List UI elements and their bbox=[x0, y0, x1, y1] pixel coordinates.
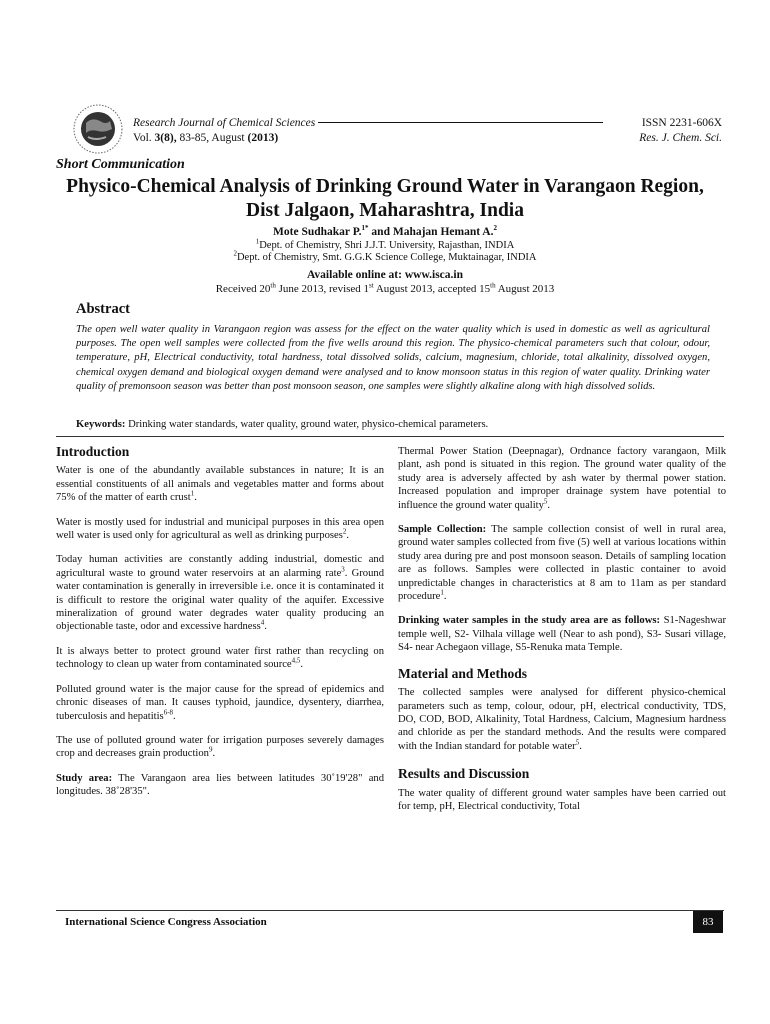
footer-org: International Science Congress Association bbox=[65, 916, 267, 928]
results-heading: Results and Discussion bbox=[398, 766, 530, 782]
paragraph: The collected samples were analysed for different physico-chemical parameters such as temp, colour, odour, pH, electrical conductivity, TDS, DO, COD, BOD, Alkalinity, Total Hardness, Calcium, Magnesium hardness and chloride as per the standard methods. And the results were compared with the Indian standard for potable water$^5$. bbox=[398, 687, 726, 752]
available-online: Available online at: www.isca.in bbox=[306, 269, 463, 281]
journal-id bbox=[639, 116, 722, 146]
paragraph: The water quality of different ground water samples have been carried out for temp, pH, Electrical conductivity, Total bbox=[398, 787, 726, 812]
paragraph: The use of polluted ground water for irrigation purposes severely damages crop and decreases grain production$^9$. bbox=[56, 734, 384, 760]
affiliation-1: $^1$Dept. of Chemistry, Shri J.J.T. University, Rajasthan, INDIA bbox=[255, 237, 515, 251]
right-column bbox=[398, 445, 726, 813]
volume-line: Vol. 3(8), 83-85, August (2013) bbox=[133, 132, 279, 144]
paragraph: Today human activities are constantly adding industrial, domestic and agricultural waste to ground water reservoirs at an alarming rate$^3$. Ground water contamination is generally in irreversible i.e. once it is contaminated it is difficult to restore the original water quality of the aquifer. Excessive mineralization of ground water degrades water quality producing an objectionable taste, odor and excessive hardness$^4$. bbox=[56, 554, 384, 633]
study-area: Study area: The Varangaon area lies between latitudes 30˚19'28" and longitudes. 38˚28'35". bbox=[56, 772, 384, 798]
journal-name: Research Journal of Chemical Sciences bbox=[133, 117, 316, 129]
drinking-water-samples: Drinking water samples in the study area are as follows: S1-Nageshwar temple well, S2- Vilhala village well (Near to ash pond), S3- Susari village, S4- near Achegaon village, S5-Renuka mata Temple. bbox=[398, 615, 726, 654]
affiliation-2: $^2$Dept. of Chemistry, Smt. G.G.K Science College, Muktainagar, INDIA bbox=[233, 249, 537, 263]
paragraph: Water is mostly used for industrial and municipal purposes in this area open well water is used only for agricultural as well as drinking purposes$^2$. bbox=[56, 516, 384, 542]
paper-title: Physico-Chemical Analysis of Drinking Ground Water in Varangaon Region, Dist Jalgaon, Maharashtra, India bbox=[66, 176, 704, 221]
abstract-heading: Abstract bbox=[76, 301, 130, 317]
paragraph: It is always better to protect ground water first rather than recycling on technology to clean up water from contaminated source$^{4,5}$. bbox=[56, 645, 384, 671]
paragraph: Thermal Power Station (Deepnagar), Ordnance factory varangaon, Milk plant, ash pond is situated in this region. The ground water quality of the study area is adversely affected by ash water by thermal power station. Increased population and improper drainage system have potential to influence the ground water quality$^5$. bbox=[398, 446, 726, 511]
abstract-text: The open well water quality in Varangaon region was assess for the effect on the water quality which is used in domestic as well as agricultural purposes. The open well samples were collected from the five wells around this region. The physico-chemical parameters such that colour, odour, temperature, pH, Electrical conductivity, total hardness, total dissolved solids, calcium, magnesium, chloride, total alkalinity, dissolved oxygen, chemical oxygen demand and biological oxygen demand were analysed and to know monsoon status in this region of water quality. Drinking water quality of premonsoon season was better than post monsoon season, one samples were slightly alkaline along with high dissolved solids. bbox=[76, 324, 710, 392]
section-divider bbox=[56, 436, 724, 437]
introduction-heading: Introduction bbox=[56, 444, 130, 459]
issn: ISSN 2231-606X bbox=[641, 117, 722, 129]
page-number: 83 bbox=[693, 911, 723, 933]
keywords: Keywords: Drinking water standards, water quality, ground water, physico-chemical parameters. bbox=[76, 419, 489, 430]
received-dates: Received 20th June 2013, revised 1st August 2013, accepted 15th August 2013 bbox=[215, 281, 555, 295]
journal-logo bbox=[72, 103, 124, 155]
journal-header bbox=[133, 116, 606, 146]
article-type: Short Communication bbox=[56, 157, 185, 172]
left-column bbox=[56, 445, 384, 799]
authors: Mote Sudhakar P.$^{1*}$ and Mahajan Hemant A.$^2$ bbox=[273, 224, 497, 238]
paragraph: Water is one of the abundantly available substances in nature; It is an essential constituents of all animals and vegetables matter and forms about 75% of the matter of earth crust$^1$. bbox=[56, 465, 384, 504]
methods-heading: Material and Methods bbox=[398, 665, 527, 681]
sample-collection: Sample Collection: The sample collection consist of well in rural area, ground water samples collected from five (5) well at various locations within study area during pre and post monsoon season. Details of sampling location are as follows. Samples were collected in plastic container to avoid unpredictable changes in characteristics at 8 am to 11am as per standard procedure$^1$. bbox=[398, 524, 726, 603]
paragraph: Polluted ground water is the major cause for the spread of epidemics and chronic diseases of man. It causes typhoid, jaundice, dysentery, diarrhea, tuberculosis and hepatitis$^{6-8}$. bbox=[56, 683, 384, 722]
journal-abbrev: Res. J. Chem. Sci. bbox=[639, 132, 722, 144]
